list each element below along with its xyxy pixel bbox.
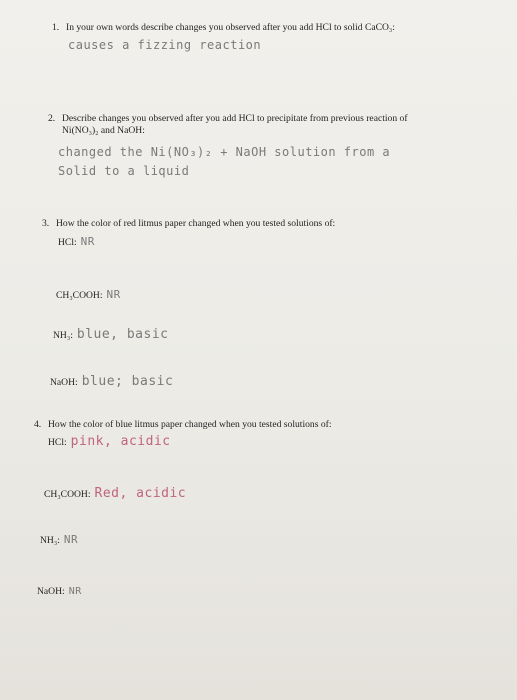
question-text: In your own words describe changes you observed after you add HCl to solid CaCO₃: — [66, 22, 395, 33]
item-label: CH₃COOH: — [56, 290, 103, 301]
item-answer: NR — [68, 586, 82, 597]
q3-item-hcl — [58, 232, 95, 250]
question-text-line-1: Describe changes you observed after you add HCl to precipitate from previous reaction of — [62, 113, 408, 124]
item-answer: Red, acidic — [94, 486, 187, 501]
question-text: How the color of blue litmus paper changed when you tested solutions of: — [48, 419, 332, 430]
item-label: NaOH: — [37, 586, 65, 597]
question-number: 2. — [48, 113, 56, 124]
item-label: HCl: — [58, 237, 77, 248]
q3-item-nh3 — [53, 325, 168, 343]
item-label: CH₃COOH: — [44, 489, 91, 500]
q4-item-hcl — [48, 432, 171, 450]
q4-item-naoh — [37, 581, 82, 599]
answer-2-line-2: Solid to a liquid — [58, 164, 190, 178]
answer-1: causes a fizzing reaction — [68, 38, 262, 52]
question-number: 1. — [52, 22, 60, 33]
item-answer: pink, acidic — [70, 434, 171, 449]
question-2 — [48, 113, 408, 137]
question-1 — [52, 22, 395, 34]
item-label: NH₃: — [53, 330, 73, 341]
question-text-line-2: Ni(NO₃)₂ and NaOH: — [62, 125, 145, 136]
item-answer: NR — [80, 235, 95, 248]
question-3 — [42, 218, 335, 230]
question-text: How the color of red litmus paper changed when you tested solutions of: — [56, 218, 336, 229]
item-answer: NR — [63, 533, 79, 546]
item-answer: blue, basic — [76, 327, 169, 342]
q4-item-ch3cooh — [44, 484, 186, 502]
q4-item-nh3 — [40, 530, 78, 548]
item-label: NH₃: — [40, 535, 60, 546]
item-answer: blue; basic — [81, 374, 174, 389]
question-number: 3. — [42, 218, 50, 229]
answer-2-line-1: changed the Ni(NO₃)₂ + NaOH solution from a — [58, 145, 391, 159]
q3-item-naoh — [50, 372, 173, 390]
item-label: NaOH: — [50, 377, 78, 388]
question-4 — [34, 419, 332, 431]
item-label: HCl: — [48, 437, 67, 448]
question-number: 4. — [34, 419, 42, 430]
item-answer: NR — [106, 288, 121, 301]
q3-item-ch3cooh — [56, 285, 121, 303]
